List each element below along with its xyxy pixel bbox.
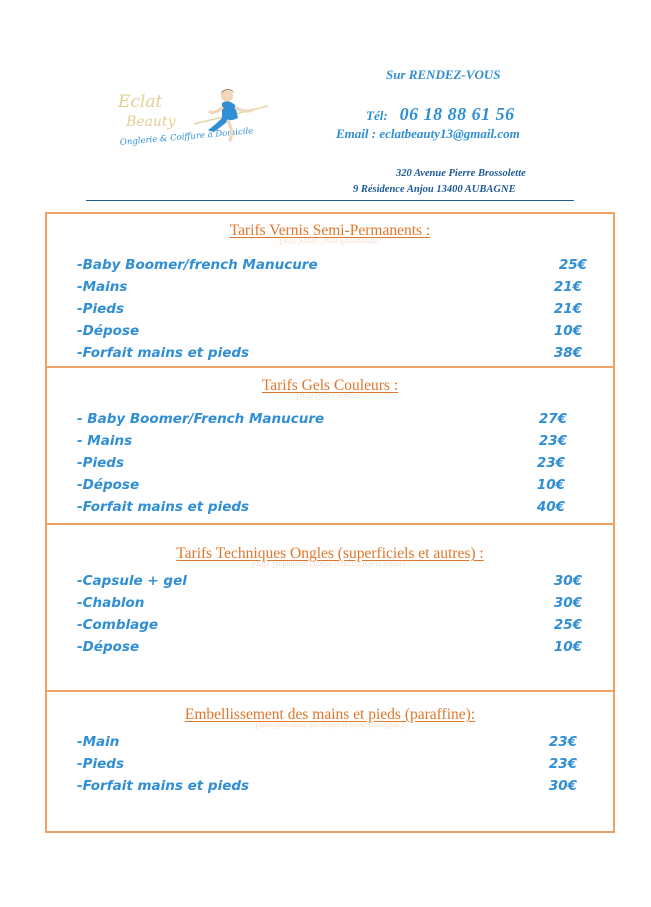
price-row (77, 477, 565, 497)
item-label: -Dépose (77, 323, 140, 339)
price-row (77, 301, 582, 321)
price-row (77, 433, 567, 453)
price-row (77, 778, 577, 798)
item-price: 40€ (536, 499, 565, 515)
item-label: -Dépose (77, 477, 140, 493)
price-row (77, 323, 582, 343)
item-price: 10€ (536, 477, 565, 493)
section-title-text: Tarifs Gels Couleurs : (261, 377, 399, 394)
section-techniques-ongles (45, 523, 615, 692)
item-price: 23€ (548, 734, 577, 750)
item-price: 23€ (538, 433, 567, 449)
logo (112, 86, 297, 166)
section-title-text: Tarifs Techniques Ongles (superficiels et autres) : (176, 545, 484, 562)
item-price: 38€ (553, 345, 582, 361)
item-label: -Forfait mains et pieds (77, 345, 250, 361)
woman-figure-icon (192, 86, 272, 144)
item-label: -Capsule + gel (77, 573, 187, 589)
logo-name-secondary: Beauty (126, 114, 176, 130)
item-label: -Pieds (77, 301, 124, 317)
price-row (77, 639, 582, 659)
section-title (47, 545, 613, 569)
item-label: - Baby Boomer/French Manucure (77, 411, 325, 427)
price-row (77, 573, 582, 593)
section-title-reflection: Tarifs Vernis Semi-Permanents : (278, 237, 382, 246)
item-label: -Main (77, 734, 120, 750)
item-price: 21€ (553, 279, 582, 295)
price-row (77, 734, 577, 754)
price-row (77, 756, 577, 776)
price-row (77, 455, 565, 475)
section-title-text: Tarifs Vernis Semi-Permanents : (229, 222, 431, 239)
item-label: -Mains (77, 279, 128, 295)
item-price: 30€ (553, 573, 582, 589)
item-price: 21€ (553, 301, 582, 317)
section-title-text: Embellissement des mains et pieds (paraffine): (184, 706, 476, 723)
phone-number[interactable]: 06 18 88 61 56 (399, 104, 515, 124)
price-row (77, 279, 582, 299)
section-title (47, 377, 613, 401)
logo-name: Eclat (118, 92, 163, 112)
item-price: 25€ (553, 617, 582, 633)
header-divider (86, 200, 574, 201)
logo-subtitle: Onglerie & Coiffure à Domicile (119, 126, 254, 148)
item-label: -Chablon (77, 595, 145, 611)
item-label: - Mains (77, 433, 133, 449)
item-label: -Baby Boomer/french Manucure (77, 257, 318, 273)
item-label: -Forfait mains et pieds (77, 499, 250, 515)
item-label: -Forfait mains et pieds (77, 778, 250, 794)
phone-row (366, 104, 515, 125)
section-title-reflection: Embellissement des mains et pieds (paraffine): (255, 721, 405, 730)
price-row (77, 499, 565, 519)
item-label: -Dépose (77, 639, 140, 655)
section-title-reflection: Tarifs Gels Couleurs : (294, 392, 366, 401)
section-vernis-semi-permanents (45, 212, 615, 368)
item-label: -Comblage (77, 617, 159, 633)
price-row (77, 595, 582, 615)
price-row (77, 257, 587, 277)
item-price: 27€ (538, 411, 567, 427)
item-label: -Pieds (77, 455, 124, 471)
address-line-1: 320 Avenue Pierre Brossolette (396, 168, 526, 179)
section-embellissement-paraffine (45, 690, 615, 833)
item-price: 10€ (553, 639, 582, 655)
item-price: 25€ (558, 257, 587, 273)
phone-label: Tél: (366, 108, 388, 123)
item-price: 10€ (553, 323, 582, 339)
section-gels-couleurs (45, 366, 615, 525)
address-line-2: 9 Résidence Anjou 13400 AUBAGNE (353, 184, 516, 195)
price-row (77, 345, 582, 365)
item-label: -Pieds (77, 756, 124, 772)
item-price: 30€ (548, 778, 577, 794)
email-address[interactable]: Email : eclatbeauty13@gmail.com (336, 126, 520, 141)
section-title (47, 222, 613, 246)
item-price: 23€ (548, 756, 577, 772)
price-row (77, 411, 567, 431)
item-price: 23€ (536, 455, 565, 471)
price-row (77, 617, 582, 637)
item-price: 30€ (553, 595, 582, 611)
section-title-reflection: Tarifs Techniques Ongles (superficiels et autres) : (250, 560, 410, 569)
appointment-note: Sur RENDEZ-VOUS (386, 67, 501, 82)
section-title (47, 706, 613, 730)
